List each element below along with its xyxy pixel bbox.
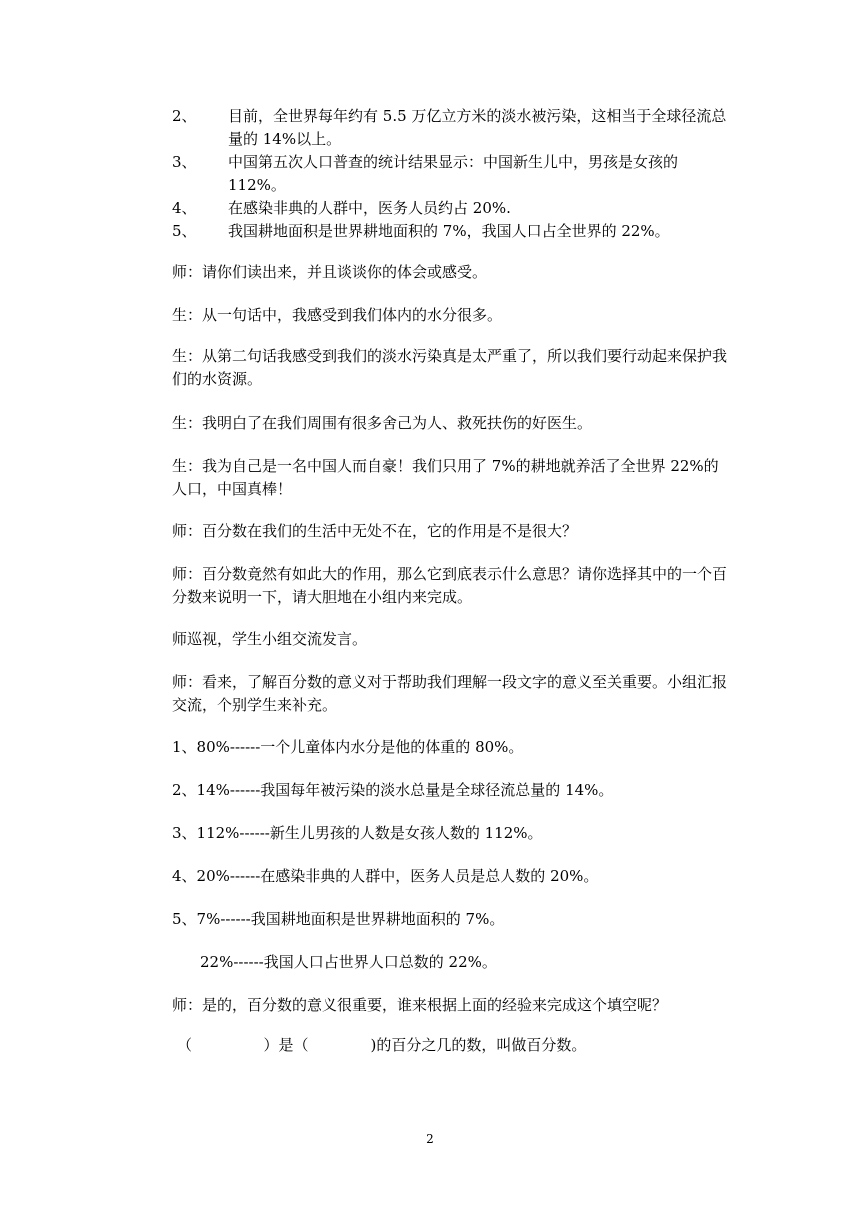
list-item bbox=[172, 220, 732, 243]
list-item bbox=[172, 151, 732, 197]
list-item bbox=[172, 197, 732, 220]
fill-in-blank: （ ）是（ )的百分之几的数，叫做百分数。 bbox=[177, 1036, 587, 1054]
teacher-prompt: 师：百分数在我们的生活中无处不在，它的作用是不是很大？ bbox=[172, 522, 578, 540]
classroom-note: 师巡视，学生小组交流发言。 bbox=[172, 630, 368, 648]
summary-line: 4、20%------在感染非典的人群中，医务人员是总人数的 20%。 bbox=[172, 867, 599, 885]
summary-line: 22%------我国人口占世界人口总数的 22%。 bbox=[200, 953, 497, 971]
list-text: 目前，全世界每年约有 5.5 万亿立方米的淡水被污染，这相当于全球径流总量的 14%以上。 bbox=[228, 107, 727, 148]
teacher-prompt: 师：看来，了解百分数的意义对于帮助我们理解一段文字的意义至关重要。小组汇报交流，个别学生来补充。 bbox=[172, 673, 728, 714]
list-text: 中国第五次人口普查的统计结果显示：中国新生儿中，男孩是女孩的 112%。 bbox=[228, 153, 679, 194]
student-response: 生：从一句话中，我感受到我们体内的水分很多。 bbox=[172, 306, 503, 324]
teacher-prompt: 师：是的，百分数的意义很重要，谁来根据上面的经验来完成这个填空呢？ bbox=[172, 996, 668, 1014]
list-number: 5、 bbox=[172, 222, 197, 240]
page-number: 2 bbox=[426, 1132, 434, 1146]
list-text: 在感染非典的人群中，医务人员约占 20%. bbox=[228, 199, 511, 217]
list-text: 我国耕地面积是世界耕地面积的 7%，我国人口占全世界的 22%。 bbox=[228, 222, 670, 240]
summary-line: 3、112%------新生儿男孩的人数是女孩人数的 112%。 bbox=[172, 824, 543, 842]
numbered-list bbox=[172, 105, 732, 243]
list-number: 4、 bbox=[172, 199, 197, 217]
summary-line: 5、7%------我国耕地面积是世界耕地面积的 7%。 bbox=[172, 910, 505, 928]
summary-line: 2、14%------我国每年被污染的淡水总量是全球径流总量的 14%。 bbox=[172, 781, 614, 799]
list-item bbox=[172, 105, 732, 151]
summary-line: 1、80%------一个儿童体内水分是他的体重的 80%。 bbox=[172, 738, 524, 756]
student-response: 生：我明白了在我们周围有很多舍己为人、救死扶伤的好医生。 bbox=[172, 414, 593, 432]
student-response: 生：从第二句话我感受到我们的淡水污染真是太严重了，所以我们要行动起来保护我们的水资源。 bbox=[172, 347, 728, 388]
student-response: 生：我为自己是一名中国人而自豪！我们只用了 7%的耕地就养活了全世界 22%的人口，中国真棒！ bbox=[172, 457, 719, 498]
teacher-prompt: 师：百分数竟然有如此大的作用，那么它到底表示什么意思？请你选择其中的一个百分数来说明一下，请大胆地在小组内来完成。 bbox=[172, 565, 728, 606]
list-number: 2、 bbox=[172, 107, 197, 125]
list-number: 3、 bbox=[172, 153, 197, 171]
teacher-prompt: 师：请你们读出来，并且谈谈你的体会或感受。 bbox=[172, 263, 488, 281]
